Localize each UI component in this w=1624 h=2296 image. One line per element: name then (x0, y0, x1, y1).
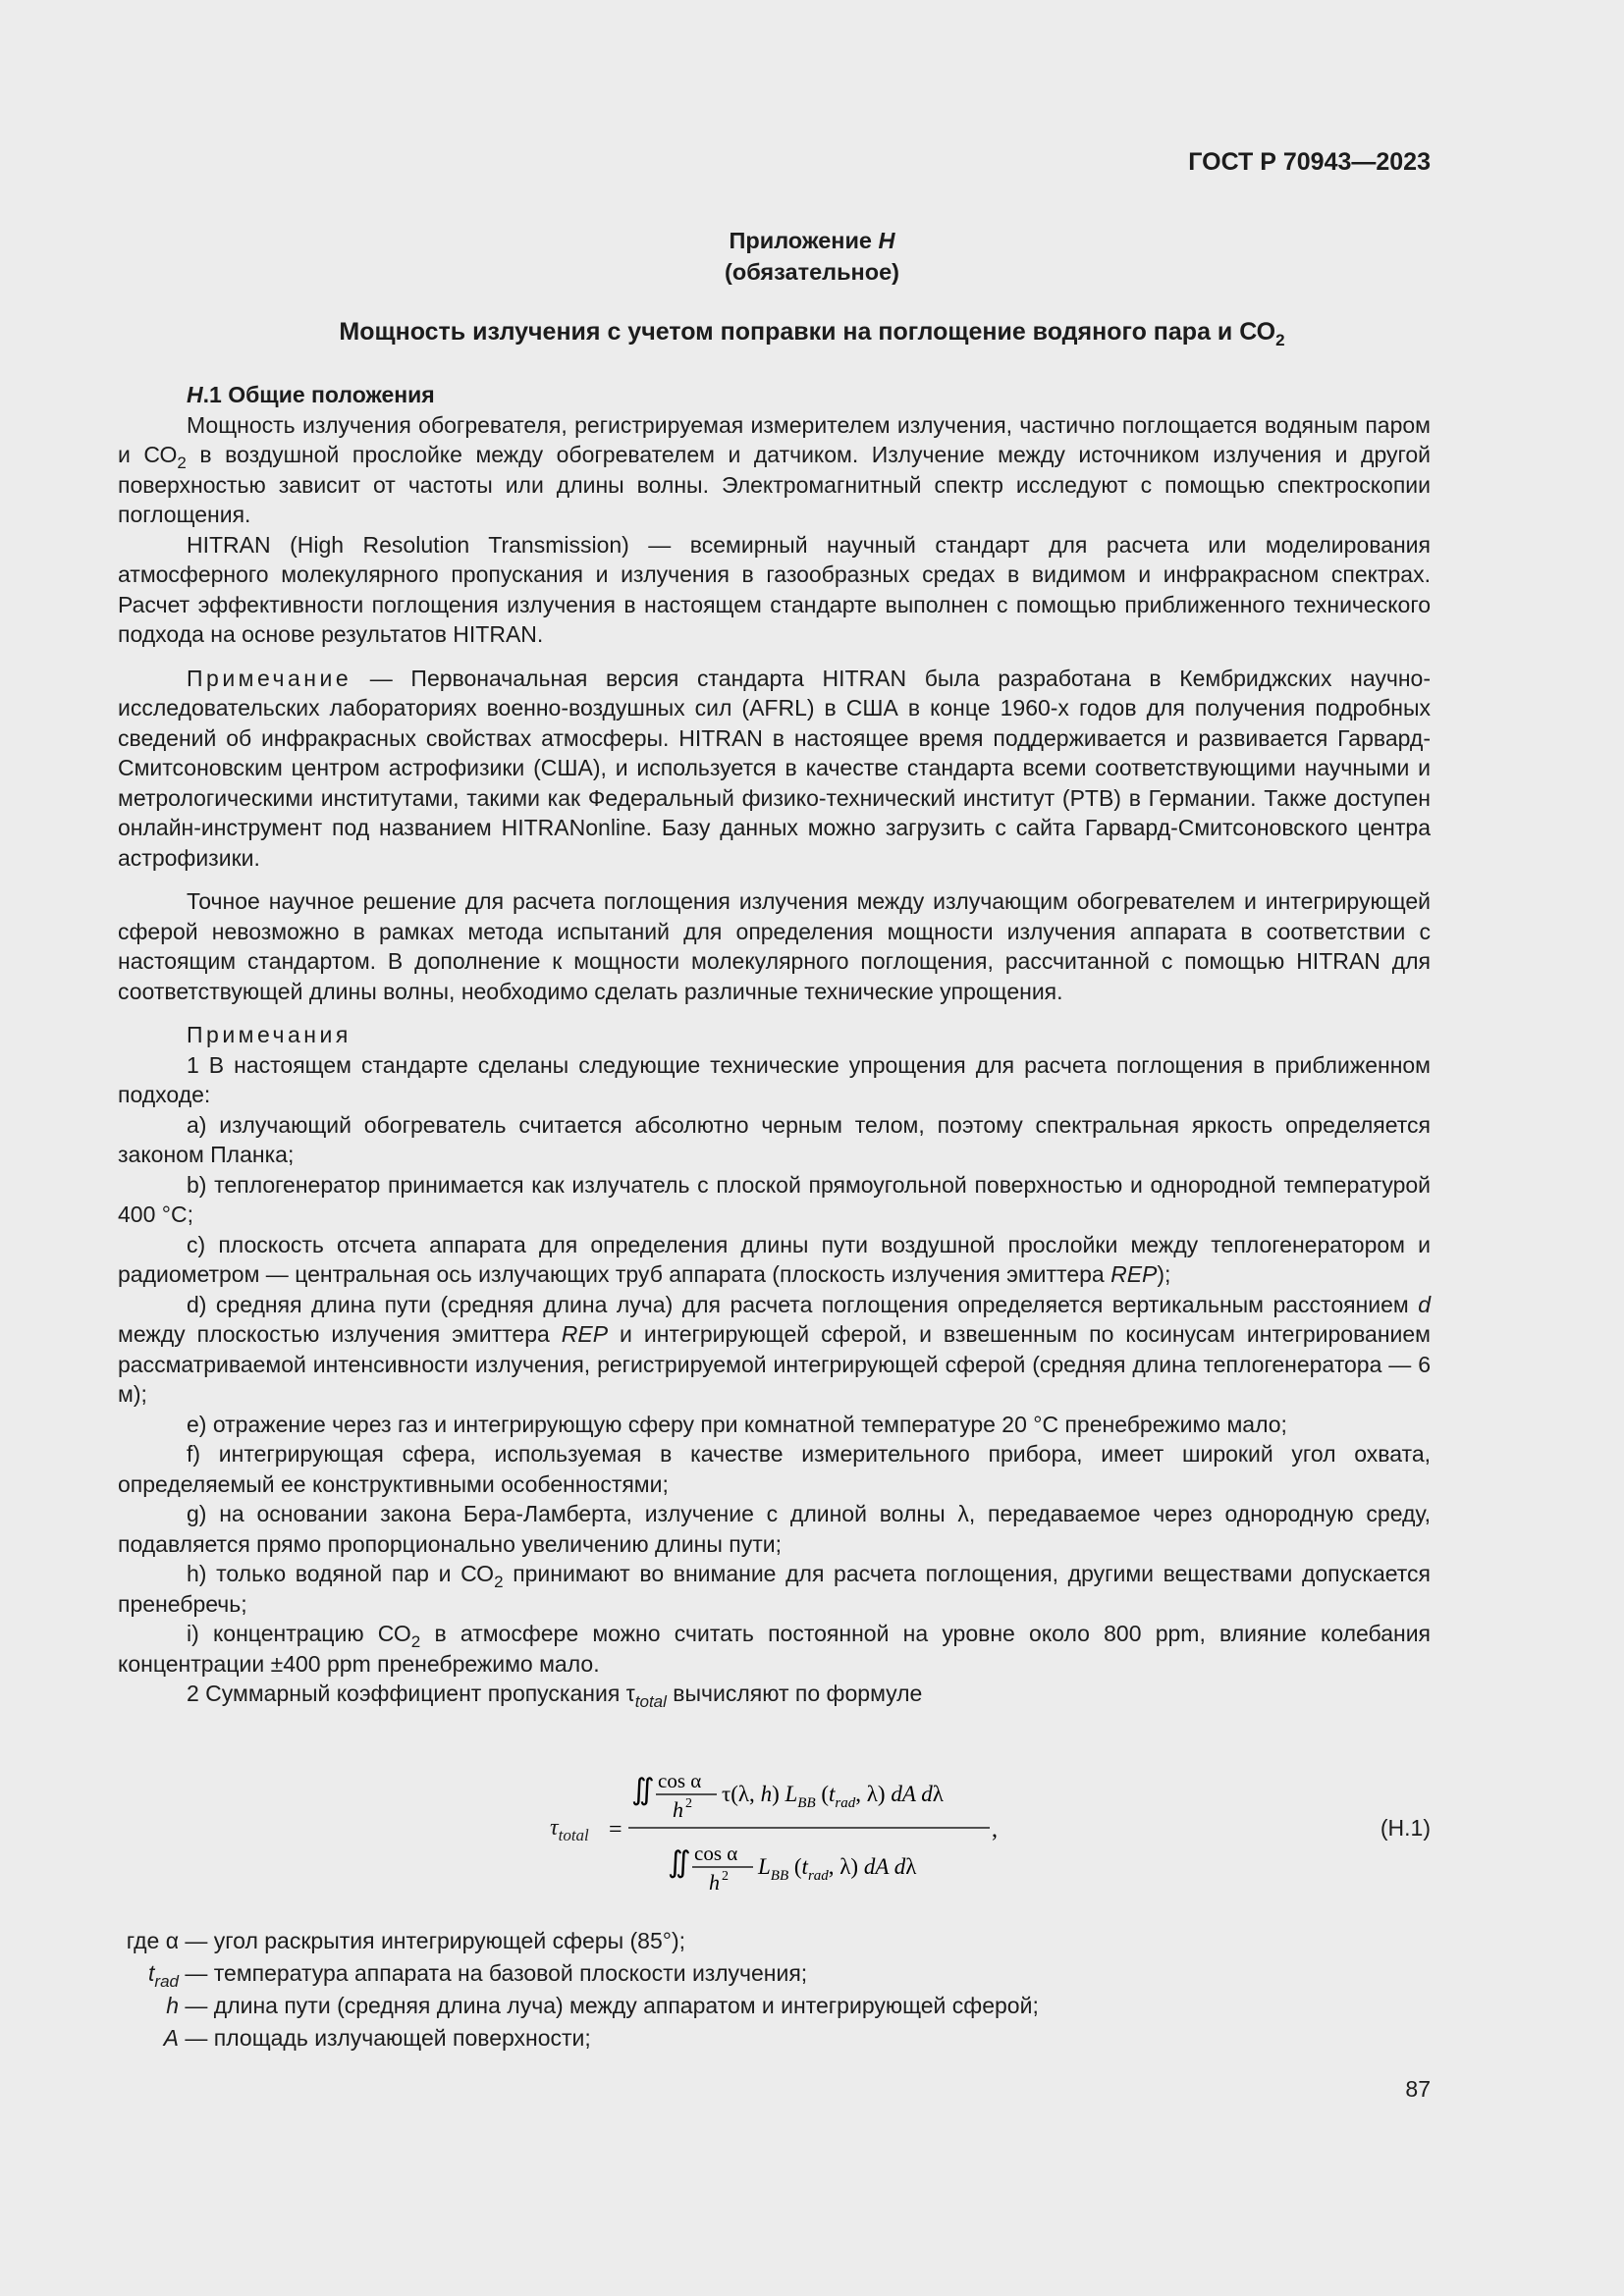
notes-label: Примечания (187, 1022, 352, 1047)
symbol-definitions (118, 1926, 1431, 2056)
den-h: h (709, 1870, 720, 1895)
svg-text:,: , (992, 1817, 998, 1842)
def-alpha: где α — угол раскрытия интегрирующей сферы (85°); (126, 1928, 685, 1953)
paragraph-2: HITRAN (High Resolution Transmission) — всемирный научный стандарт для расчета или моделирования атмосферного молекулярного пропускания и излучения в газообразных средах в видимом и инфракрасном спектрах. Расчет эффективности поглощения излучения в настоящем стандарте выполнен с помощью приближенного технического подхода на основе результатов HITRAN. (118, 531, 1431, 647)
note-1: 1 В настоящем стандарте сделаны следующие технические упрощения для расчета поглощения в приближенном подходе: (118, 1051, 1431, 1107)
appendix-title: Мощность излучения с учетом поправки на поглощение водяного пара и $СО_2$ (339, 318, 1285, 349)
num-cos: cos α (658, 1769, 702, 1792)
page-number: 87 (1405, 2076, 1431, 2102)
paragraph-3: Точное научное решение для расчета поглощения излучения между излучающим обогревателем и интегрирующей сферой невозможно в рамках метода испытаний для определения мощности излучения аппарата в соответствии с настоящим стандартом. В дополнение к мощности молекулярного поглощения, рассчитанной с помощью HITRAN для соответствующей длины волны, необходимо сделать различные технические упрощения. (118, 888, 1431, 1004)
note-item-f: f) интегрирующая сфера, используемая в качестве измерительного прибора, имеет широкий угол охвата, определяемый ее конструктивными особенностями; (118, 1441, 1431, 1497)
main-text (118, 380, 1431, 1709)
note-item-h: h) только водяной пар и $СО_2$ принимают во внимание для расчета поглощения, другими веществами допускается пренебречь; (118, 1561, 1431, 1617)
den-cos: cos α (694, 1842, 738, 1865)
paragraph-1: Мощность излучения обогревателя, регистрируемая измерителем излучения, частично поглощается водяным паром и $СО_2$ в воздушной прослойке между обогревателем и датчиком. Излучение между источником излучения и другой поверхностью зависит от частоты или длины волны. Электромагнитный спектр исследуют с помощью спектроскопии поглощения. (118, 411, 1431, 527)
num-h: h (673, 1797, 683, 1822)
note-item-a: a) излучающий обогреватель считается абсолютно черным телом, поэтому спектральная яркость определяется законом Планка; (118, 1111, 1431, 1167)
standard-number: ГОСТ Р 70943—2023 (1188, 148, 1431, 176)
den-integral: ∬ (668, 1846, 691, 1879)
appendix-kind: (обязательное) (725, 259, 899, 285)
def-h: h — длина пути (средняя длина луча) между аппаратом и интегрирующей сферой; (166, 1993, 1039, 2018)
def-a: A — площадь излучающей поверхности; (163, 2025, 591, 2051)
note-item-c: c) плоскость отсчета аппарата для определения длины пути воздушной прослойки между теплогенератором и радиометром — центральная ось излучающих труб аппарата (плоскость излучения эмиттера REP); (118, 1231, 1431, 1287)
svg-text:τ(λ, h) LBB (trad, λ) dA dλ: τ(λ, h) $L_{BB}$ ($t_{rad}$, λ) dA dλ (722, 1782, 944, 1811)
note-2: 2 Суммарный коэффициент пропускания $\tau_{total}$ вычисляют по формуле (187, 1681, 923, 1711)
note-item-d: d) средняя длина пути (средняя длина луча) для расчета поглощения определяется вертикальным расстоянием d между плоскостью излучения эмиттера REP и интегрирующей сферой, и взвешенным по косинусам интегрированием рассматриваемой интенсивности излучения, регистрируемой интегрирующей сферой (средняя длина теплогенератора — 6 м); (118, 1291, 1431, 1407)
section-heading: Н.1 Общие положения (187, 382, 435, 407)
appendix-heading (0, 225, 1624, 288)
note-item-g: g) на основании закона Бера-Ламберта, излучение с длиной волны λ, передаваемое через однородную среду, подавляется прямо пропорционально увеличению длины пути; (118, 1501, 1431, 1557)
note-hitran: Примечание — Первоначальная версия стандарта HITRAN была разработана в Кембриджских научно-исследовательских лабораториях военно-воздушных сил (AFRL) в США в конце 1960-х годов для получения подробных сведений об инфракрасных свойствах атмосферы. HITRAN в настоящее время поддерживается и развивается Гарвард-Смитсоновским центром астрофизики (США), и используется в качестве стандарта всеми соответствующими научными и метрологическими институтами, такими как Федеральный физико-технический институт (PTB) в Германии. Также доступен онлайн-инструмент под названием HITRANonline. Базу данных можно загрузить с сайта Гарвард-Смитсоновского центра астрофизики. (118, 665, 1431, 871)
formula-lhs: $\tau_{total}$ (550, 1815, 589, 1844)
note-item-e: e) отражение через газ и интегрирующую сферу при комнатной температуре 20 °С пренебрежимо мало; (187, 1411, 1287, 1437)
note-item-i: i) концентрацию $СО_2$ в атмосфере можно считать постоянной на уровне около 800 ppm, влияние колебания концентрации ±400 ppm пренебрежимо мало. (118, 1621, 1431, 1677)
formula-equals: = (609, 1817, 623, 1842)
formula-h1 (0, 1762, 1624, 1899)
num-integral: ∬ (631, 1774, 655, 1806)
appendix-label: Приложение (729, 228, 879, 253)
def-trad: $t_{rad}$ — температура аппарата на базовой плоскости излучения; (148, 1960, 808, 1991)
note-item-b: b) теплогенератор принимается как излучатель с плоской прямоугольной поверхностью и однородной температурой 400 °С; (118, 1171, 1431, 1227)
formula-number: (Н.1) (1380, 1815, 1431, 1841)
svg-text:LBB (trad, λ) dA dλ: $L_{BB}$ ($t_{rad}$, λ) dA dλ (758, 1854, 917, 1884)
svg-text:2: 2 (685, 1796, 692, 1811)
appendix-letter: Н (878, 228, 895, 253)
svg-text:2: 2 (722, 1869, 729, 1884)
